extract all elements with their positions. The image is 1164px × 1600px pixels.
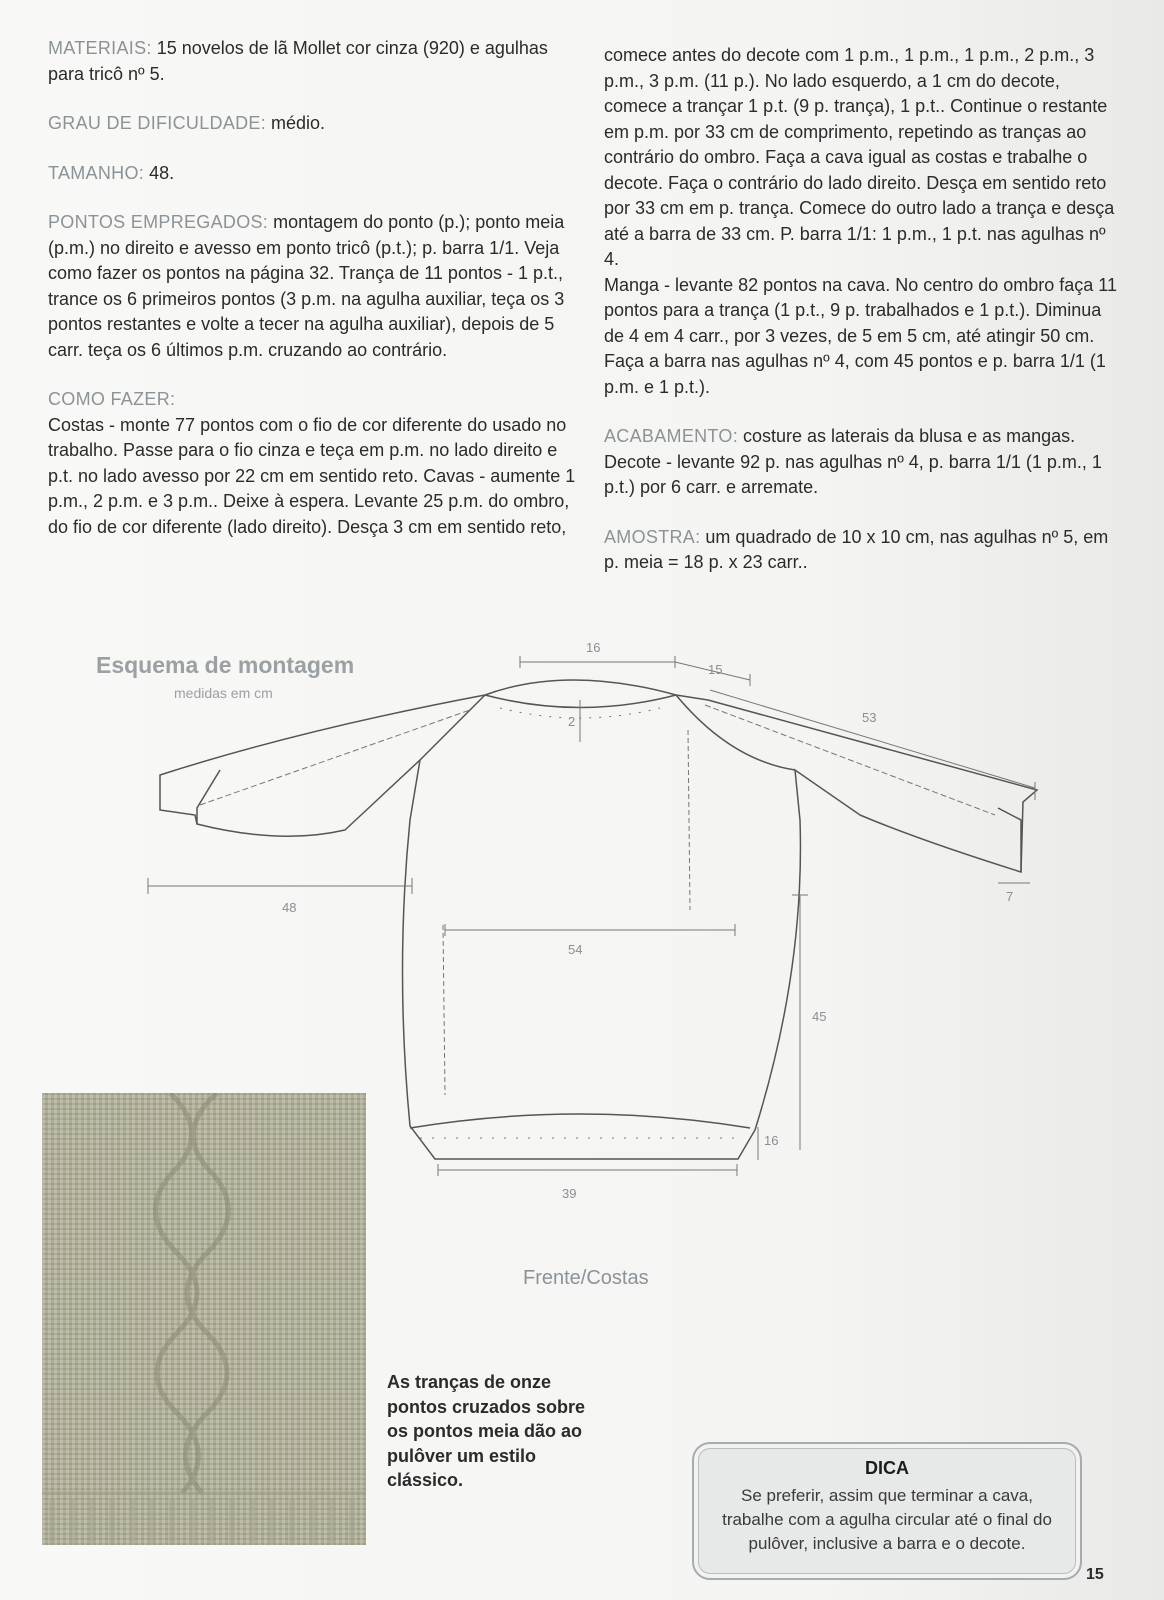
materials-label: MATERIAIS: (48, 38, 152, 58)
sweater-outline (160, 680, 1037, 1159)
front-cable-lower (443, 925, 445, 1095)
how-to-paragraph (48, 387, 578, 540)
tip-text: Se preferir, assim que terminar a cava, trabalhe com a agulha circular até o final do pulôver, inclusive a barra e o decote. (722, 1486, 1052, 1553)
dim-hem-width: 39 (562, 1186, 577, 1201)
left-cuff-line (197, 770, 220, 824)
difficulty-label: GRAU DE DIFICULDADE: (48, 113, 267, 133)
instructions-right-column (604, 43, 1124, 600)
finishing-paragraph (604, 424, 1124, 501)
tip-box (692, 1442, 1082, 1580)
stitches-text: montagem do ponto (p.); ponto meia (p.m.) no direito e avesso em ponto tricô (p.t.); p. barra 1/1. Veja como fazer os pontos na página 32. Trança de 11 pontos - 1 p.t., trance os 6 primeiros pontos (3 p.m. na agulha auxiliar, teça os 3 pontos restantes e volte a tecer na agulha auxiliar), depois de 5 carr. teça os 6 últimos p.m. cruzando ao contrário. (48, 212, 565, 360)
diagram-subtitle: medidas em cm (174, 685, 273, 701)
stitches-paragraph (48, 210, 578, 363)
dim-chest: 54 (568, 942, 583, 957)
dim-neck-width: 16 (586, 640, 601, 655)
cable-stitch-image (42, 1093, 366, 1545)
dim-neck-depth: 2 (568, 714, 576, 729)
size-label: TAMANHO: (48, 162, 145, 183)
dim-cuff: 7 (1006, 889, 1014, 904)
photo-caption: As tranças de onze pontos cruzados sobre os pontos meia dão ao pulôver um estilo clássico. (387, 1372, 586, 1490)
dim-shoulder: 15 (708, 662, 723, 677)
dim-sleeve-length: 53 (862, 710, 877, 725)
right-cuff-line (998, 808, 1021, 872)
diagram-caption: Frente/Costas (523, 1267, 649, 1289)
stitches-label: PONTOS EMPREGADOS: (48, 212, 269, 232)
difficulty-text: médio. (266, 113, 326, 133)
finishing-text: costure as laterais da blusa e as mangas. Decote - levante 92 p. nas agulhas nº 4, p. barra 1/1 (1 p.m., 1 p.t.) por 6 carr. e arremate. (604, 426, 1102, 497)
sample-paragraph (604, 525, 1124, 576)
tip-title: DICA (865, 1458, 909, 1478)
materials-text: 15 novelos de lã Mollet cor cinza (920) e agulhas para tricô nº 5. (48, 38, 548, 84)
sleeve-instructions-text: Manga - levante 82 pontos na cava. No centro do ombro faça 11 pontos para a trança (1 p.t., 9 p. trabalhados e 1 p.t.). Diminua de 4 em 4 carr., por 3 vezes, de 5 em 5 cm, até atingir 50 cm. Faça a barra nas agulhas nº 4, com 45 pontos e p. barra 1/1 (1 p.m. e 1 p.t.). (604, 274, 1117, 397)
front-cable-upper (688, 730, 690, 910)
dim-rib-height: 16 (764, 1133, 779, 1148)
left-sleeve-cable (200, 710, 470, 805)
size-text: 48. (144, 162, 175, 183)
right-sleeve-cable (705, 705, 995, 815)
finishing-label: ACABAMENTO: (604, 426, 738, 446)
page-number: 15 (1086, 1566, 1104, 1583)
how-to-text: Costas - monte 77 pontos com o fio de cor diferente do usado no trabalho. Passe para o fio cinza e teça em p.m. no lado direito e p.t. no lado avesso por 22 cm em sentido reto. Cavas - aumente 1 p.m., 2 p.m. e 3 p.m.. Deixe à espera. Levante 25 p.m. do ombro, do fio de cor diferente (lado direito). Desça 3 cm em sentido reto, (48, 414, 576, 537)
dim-sleeve-width: 48 (282, 900, 297, 915)
how-to-label: COMO FAZER: (48, 389, 176, 409)
sample-text: um quadrado de 10 x 10 cm, nas agulhas nº 5, em p. meia = 18 p. x 23 carr.. (604, 526, 1109, 572)
diagram-title: Esquema de montagem (96, 652, 355, 678)
left-raglan (420, 695, 485, 760)
sample-label: AMOSTRA: (604, 526, 701, 547)
materials-paragraph (48, 36, 578, 87)
size-paragraph (48, 161, 578, 187)
dim-body-length: 45 (812, 1009, 827, 1024)
instructions-left-column (48, 36, 578, 540)
hem-rib-top (410, 1114, 750, 1128)
difficulty-paragraph (48, 111, 578, 137)
how-to-continued-text: comece antes do decote com 1 p.m., 1 p.m., 1 p.m., 2 p.m., 3 p.m., 3 p.m. (11 p.). No lado esquerdo, a 1 cm do decote, comece a trançar 1 p.t. (9 p. trança), 1 p.t.. Continue o restante em p.m. por 33 cm de comprimento, repetindo as tranças ao contrário do ombro. Faça a cava igual as costas e trabalhe o decote. Faça o contrário do lado direito. Desça em sentido reto por 33 cm em p. trança. Comece do outro lado a trança e desça até a barra de 33 cm. P. barra 1/1: 1 p.m., 1 p.t. nas agulhas nº 4. (604, 45, 1115, 269)
knit-sample-photo (42, 1093, 366, 1545)
